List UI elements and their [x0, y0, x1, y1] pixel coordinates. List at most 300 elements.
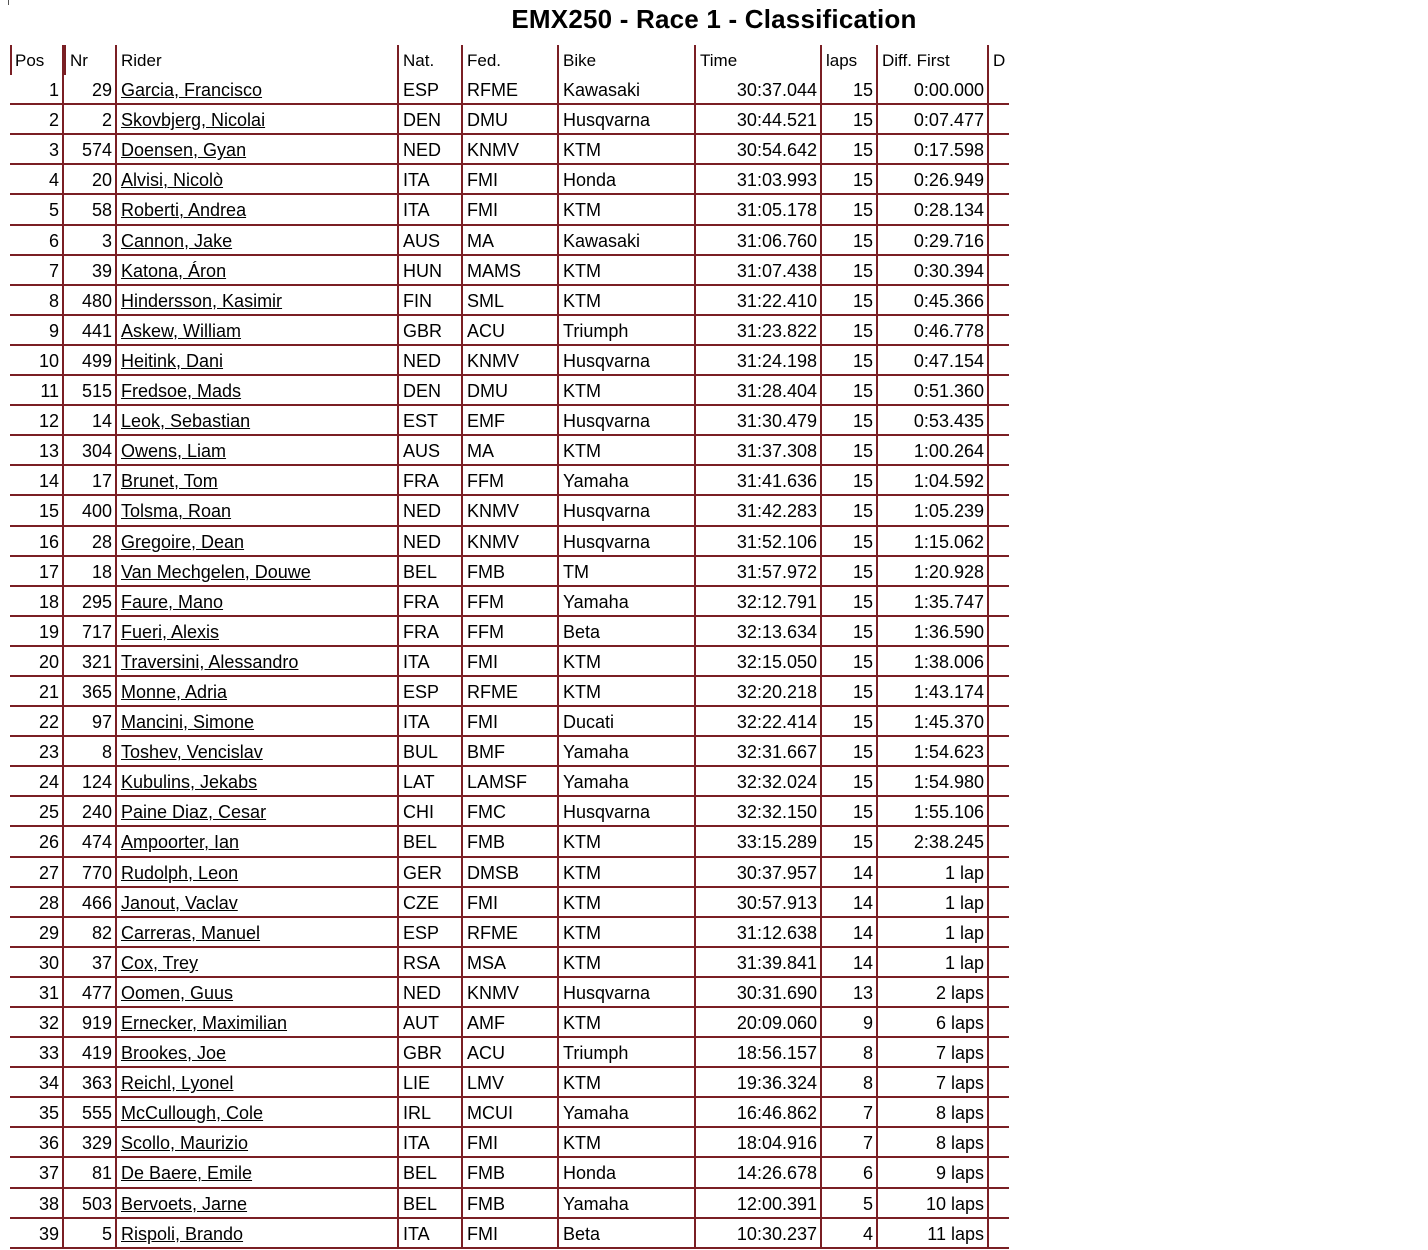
cell-time: 32:31.667 [696, 737, 822, 767]
rider-name-link[interactable]: Cannon, Jake [121, 230, 233, 251]
rider-link[interactable] [117, 767, 399, 797]
rider-name-link[interactable]: Hindersson, Kasimir [121, 290, 283, 311]
cell-laps: 15 [822, 587, 878, 617]
cell-nat: ITA [399, 165, 463, 195]
rider-name-link[interactable]: Rispoli, Brando [121, 1223, 244, 1244]
table-row [0, 737, 1000, 767]
cell-diff: 7 laps [878, 1068, 989, 1098]
table-row [0, 858, 1000, 888]
cell-nr: 29 [64, 75, 117, 105]
cell-extra [989, 737, 1009, 767]
rider-name-link[interactable]: Owens, Liam [121, 441, 227, 462]
cell-laps: 15 [822, 617, 878, 647]
cell-nat: ESP [399, 677, 463, 707]
cell-time: 31:41.636 [696, 466, 822, 496]
rider-name-link[interactable]: Heitink, Dani [121, 350, 224, 371]
rider-link[interactable] [117, 948, 399, 978]
cell-nat: NED [399, 978, 463, 1008]
cell-bike: KTM [559, 436, 696, 466]
table-row [0, 827, 1000, 857]
table-row [0, 1219, 1000, 1249]
rider-name-link[interactable]: Faure, Mano [121, 591, 224, 612]
cell-time: 32:20.218 [696, 677, 822, 707]
cell-bike: Kawasaki [559, 226, 696, 256]
cell-diff: 1:00.264 [878, 436, 989, 466]
cell-diff: 1:55.106 [878, 797, 989, 827]
cell-bike: KTM [559, 135, 696, 165]
rider-name-link[interactable]: Roberti, Andrea [121, 200, 247, 221]
cell-laps: 15 [822, 286, 878, 316]
cell-diff: 1:38.006 [878, 647, 989, 677]
cell-nat: LAT [399, 767, 463, 797]
cell-nr: 124 [64, 767, 117, 797]
cell-bike: KTM [559, 376, 696, 406]
rider-link[interactable] [117, 1098, 399, 1128]
cell-bike: Husqvarna [559, 346, 696, 376]
cell-extra [989, 617, 1009, 647]
cell-laps: 15 [822, 527, 878, 557]
cell-bike: KTM [559, 1068, 696, 1098]
cell-nr: 304 [64, 436, 117, 466]
cell-time: 31:52.106 [696, 527, 822, 557]
rider-name-link[interactable]: Traversini, Alessandro [121, 651, 299, 672]
cell-diff: 1:54.623 [878, 737, 989, 767]
cell-time: 32:12.791 [696, 587, 822, 617]
cell-laps: 15 [822, 436, 878, 466]
cell-diff: 1:54.980 [878, 767, 989, 797]
cell-extra [989, 557, 1009, 587]
cell-extra [989, 346, 1009, 376]
cell-nat: LIE [399, 1068, 463, 1098]
cell-time: 31:05.178 [696, 195, 822, 225]
table-row [0, 948, 1000, 978]
cell-time: 20:09.060 [696, 1008, 822, 1038]
cell-extra [989, 677, 1009, 707]
cell-extra [989, 75, 1009, 105]
cell-nat: BEL [399, 1158, 463, 1188]
cell-bike: Husqvarna [559, 105, 696, 135]
rider-link[interactable] [117, 1008, 399, 1038]
cell-laps: 15 [822, 797, 878, 827]
cell-bike: KTM [559, 1128, 696, 1158]
cell-nr: 717 [64, 617, 117, 647]
cell-nat: BEL [399, 1189, 463, 1219]
cell-diff: 1:04.592 [878, 466, 989, 496]
cell-pos: 23 [10, 737, 64, 767]
cell-nat: ITA [399, 195, 463, 225]
cell-nat: CZE [399, 888, 463, 918]
cell-time: 14:26.678 [696, 1158, 822, 1188]
cell-extra [989, 1098, 1009, 1128]
rider-name-link[interactable]: Reichl, Lyonel [121, 1073, 234, 1094]
cell-laps: 15 [822, 316, 878, 346]
cell-fed: ACU [463, 316, 559, 346]
cell-extra [989, 587, 1009, 617]
rider-link[interactable] [117, 346, 399, 376]
rider-link[interactable] [117, 436, 399, 466]
cell-nat: AUS [399, 436, 463, 466]
rider-name-link[interactable]: Skovbjerg, Nicolai [121, 110, 266, 131]
cell-laps: 15 [822, 557, 878, 587]
cell-nat: ESP [399, 918, 463, 948]
cell-fed: FFM [463, 466, 559, 496]
table-row [0, 1008, 1000, 1038]
rider-link[interactable] [117, 105, 399, 135]
cell-fed: KNMV [463, 135, 559, 165]
rider-name-link[interactable]: Ernecker, Maximilian [121, 1013, 288, 1033]
cell-pos: 31 [10, 978, 64, 1008]
cell-diff: 6 laps [878, 1008, 989, 1038]
rider-link[interactable] [117, 376, 399, 406]
cell-fed: EMF [463, 406, 559, 436]
table-row [0, 527, 1000, 557]
cell-laps: 15 [822, 226, 878, 256]
rider-link[interactable] [117, 316, 399, 346]
rider-link[interactable] [117, 135, 399, 165]
rider-name-link[interactable]: Brookes, Joe [121, 1043, 227, 1064]
table-row [0, 135, 1000, 165]
header-extra: D [993, 51, 1006, 70]
rider-name-link[interactable]: De Baere, Emile [121, 1163, 253, 1184]
rider-name-link[interactable]: Paine Diaz, Cesar [121, 802, 267, 823]
cell-pos: 35 [10, 1098, 64, 1128]
cell-pos: 9 [10, 316, 64, 346]
rider-link[interactable] [117, 707, 399, 737]
cell-diff: 11 laps [878, 1219, 989, 1249]
cell-time: 12:00.391 [696, 1189, 822, 1219]
rider-link[interactable] [117, 677, 399, 707]
cell-bike: Honda [559, 165, 696, 195]
rider-link[interactable] [117, 406, 399, 436]
cell-fed: KNMV [463, 527, 559, 557]
cell-bike: Beta [559, 1219, 696, 1249]
cell-laps: 15 [822, 466, 878, 496]
rider-name-link[interactable]: Tolsma, Roan [121, 501, 232, 522]
cell-diff: 1:36.590 [878, 617, 989, 647]
cell-extra [989, 436, 1009, 466]
rider-name-link[interactable]: Doensen, Gyan [121, 140, 247, 161]
cell-fed: FMI [463, 647, 559, 677]
rider-link[interactable] [117, 195, 399, 225]
cell-laps: 15 [822, 165, 878, 195]
rider-link[interactable] [117, 165, 399, 195]
cell-nat: IRL [399, 1098, 463, 1128]
cell-fed: FMB [463, 557, 559, 587]
cell-bike: KTM [559, 677, 696, 707]
cell-fed: MCUI [463, 1098, 559, 1128]
rider-link[interactable] [117, 827, 399, 857]
cell-pos: 24 [10, 767, 64, 797]
cell-laps: 14 [822, 888, 878, 918]
cell-fed: LAMSF [463, 767, 559, 797]
cell-nat: BEL [399, 557, 463, 587]
cell-time: 31:42.283 [696, 496, 822, 526]
table-header-row [0, 45, 1006, 75]
cell-laps: 8 [822, 1068, 878, 1098]
cell-fed: FMI [463, 165, 559, 195]
cell-extra [989, 858, 1009, 888]
table-row [0, 226, 1000, 256]
rider-link[interactable] [117, 1068, 399, 1098]
cell-laps: 15 [822, 256, 878, 286]
cell-bike: KTM [559, 918, 696, 948]
cell-fed: AMF [463, 1008, 559, 1038]
table-row [0, 165, 1000, 195]
cell-nat: ESP [399, 75, 463, 105]
cell-time: 31:24.198 [696, 346, 822, 376]
rider-name-link[interactable]: Katona, Áron [121, 260, 227, 281]
cell-pos: 2 [10, 105, 64, 135]
cell-extra [989, 406, 1009, 436]
cell-diff: 0:26.949 [878, 165, 989, 195]
rider-name-link[interactable]: Carreras, Manuel [121, 922, 261, 943]
rider-link[interactable] [117, 647, 399, 677]
cell-nat: ITA [399, 1128, 463, 1158]
rider-name-link[interactable]: Janout, Vaclav [121, 892, 238, 913]
cell-time: 31:06.760 [696, 226, 822, 256]
cell-pos: 10 [10, 346, 64, 376]
cell-fed: FMI [463, 1219, 559, 1249]
cell-bike: KTM [559, 1008, 696, 1038]
cell-fed: DMU [463, 105, 559, 135]
cell-diff: 9 laps [878, 1158, 989, 1188]
cell-fed: SML [463, 286, 559, 316]
cell-time: 31:22.410 [696, 286, 822, 316]
cell-fed: DMSB [463, 858, 559, 888]
cell-diff: 0:28.134 [878, 195, 989, 225]
cell-fed: MA [463, 436, 559, 466]
cell-diff: 1:20.928 [878, 557, 989, 587]
cell-pos: 4 [10, 165, 64, 195]
cell-extra [989, 376, 1009, 406]
table-row [0, 888, 1000, 918]
header-rider: Rider [117, 45, 399, 75]
rider-name-link[interactable]: Cox, Trey [121, 952, 199, 973]
cell-bike: Yamaha [559, 1189, 696, 1219]
cell-laps: 15 [822, 105, 878, 135]
cell-nat: NED [399, 527, 463, 557]
cell-time: 31:12.638 [696, 918, 822, 948]
cell-nr: 240 [64, 797, 117, 827]
table-row [0, 105, 1000, 135]
rider-name-link[interactable]: Gregoire, Dean [121, 531, 245, 552]
rider-name-link[interactable]: Mancini, Simone [121, 712, 255, 733]
rider-name-link[interactable]: Scollo, Maurizio [121, 1133, 249, 1154]
cell-nr: 555 [64, 1098, 117, 1128]
rider-name-link[interactable]: Toshev, Vencislav [121, 742, 263, 763]
cell-nat: BUL [399, 737, 463, 767]
cell-nat: GBR [399, 316, 463, 346]
header-laps: laps [822, 45, 878, 75]
cell-bike: Honda [559, 1158, 696, 1188]
cell-time: 30:37.044 [696, 75, 822, 105]
cell-pos: 3 [10, 135, 64, 165]
cell-fed: MSA [463, 948, 559, 978]
rider-name-link[interactable]: Bervoets, Jarne [121, 1193, 248, 1214]
cell-extra [989, 527, 1009, 557]
cell-nr: 14 [64, 406, 117, 436]
cell-fed: FMI [463, 707, 559, 737]
rider-link[interactable] [117, 587, 399, 617]
cell-laps: 15 [822, 195, 878, 225]
cell-nr: 20 [64, 165, 117, 195]
cell-time: 10:30.237 [696, 1219, 822, 1249]
cell-nr: 441 [64, 316, 117, 346]
table-row [0, 286, 1000, 316]
cell-pos: 25 [10, 797, 64, 827]
cell-laps: 13 [822, 978, 878, 1008]
table-row [0, 797, 1000, 827]
cell-nr: 400 [64, 496, 117, 526]
cell-fed: FFM [463, 587, 559, 617]
cell-diff: 2:38.245 [878, 827, 989, 857]
header-nat: Nat. [399, 45, 463, 75]
rider-name-link[interactable]: Leok, Sebastian [121, 411, 251, 432]
cell-extra [989, 1038, 1009, 1068]
cell-time: 30:31.690 [696, 978, 822, 1008]
cell-diff: 1 lap [878, 918, 989, 948]
cell-pos: 5 [10, 195, 64, 225]
rider-name-link[interactable]: Askew, William [121, 320, 242, 341]
cell-extra [989, 827, 1009, 857]
rider-link[interactable] [117, 527, 399, 557]
rider-link[interactable] [117, 797, 399, 827]
cell-nat: DEN [399, 376, 463, 406]
table-row [0, 617, 1000, 647]
rider-link[interactable] [117, 256, 399, 286]
rider-link[interactable] [117, 617, 399, 647]
cell-laps: 14 [822, 918, 878, 948]
cell-extra [989, 1128, 1009, 1158]
cell-laps: 15 [822, 737, 878, 767]
cell-fed: FFM [463, 617, 559, 647]
cell-diff: 8 laps [878, 1098, 989, 1128]
rider-name-link[interactable]: Ampoorter, Ian [121, 832, 240, 853]
rider-name-link[interactable]: Fueri, Alexis [121, 621, 220, 642]
cell-time: 32:32.024 [696, 767, 822, 797]
table-row [0, 918, 1000, 948]
classification-table [0, 45, 1006, 1249]
cell-nr: 329 [64, 1128, 117, 1158]
rider-link[interactable] [117, 1189, 399, 1219]
rider-link[interactable] [117, 496, 399, 526]
rider-link[interactable] [117, 557, 399, 587]
cell-diff: 1:15.062 [878, 527, 989, 557]
cell-bike: Triumph [559, 316, 696, 346]
table-row [0, 978, 1000, 1008]
cell-time: 31:37.308 [696, 436, 822, 466]
rider-link[interactable] [117, 1219, 399, 1249]
rider-name-link[interactable]: Alvisi, Nicolò [121, 170, 224, 191]
cell-nr: 321 [64, 647, 117, 677]
rider-name-link[interactable]: Garcia, Francisco [121, 80, 263, 101]
cell-extra [989, 286, 1009, 316]
page-title: EMX250 - Race 1 - Classification [511, 4, 917, 34]
table-row [0, 677, 1000, 707]
rider-link[interactable] [117, 1158, 399, 1188]
cell-extra [989, 1219, 1009, 1249]
rider-name-link[interactable]: Rudolph, Leon [121, 862, 239, 883]
cell-nr: 919 [64, 1008, 117, 1038]
rider-name-link[interactable]: Van Mechgelen, Douwe [121, 561, 311, 582]
cell-laps: 7 [822, 1128, 878, 1158]
cell-laps: 15 [822, 496, 878, 526]
cell-bike: KTM [559, 195, 696, 225]
rider-link[interactable] [117, 226, 399, 256]
rider-link[interactable] [117, 1128, 399, 1158]
cell-nat: FRA [399, 587, 463, 617]
rider-link[interactable] [117, 75, 399, 105]
cell-bike: KTM [559, 888, 696, 918]
cell-diff: 0:47.154 [878, 346, 989, 376]
cell-extra [989, 316, 1009, 346]
cell-extra [989, 888, 1009, 918]
rider-link[interactable] [117, 1038, 399, 1068]
cell-extra [989, 256, 1009, 286]
rider-name-link[interactable]: McCullough, Cole [121, 1103, 264, 1124]
rider-link[interactable] [117, 888, 399, 918]
cell-nr: 419 [64, 1038, 117, 1068]
rider-link[interactable] [117, 466, 399, 496]
cell-extra [989, 948, 1009, 978]
rider-name-link[interactable]: Brunet, Tom [121, 471, 218, 492]
cell-diff: 1 lap [878, 858, 989, 888]
cell-fed: MA [463, 226, 559, 256]
rider-name-link[interactable]: Fredsoe, Mads [121, 381, 242, 402]
cell-diff: 2 laps [878, 978, 989, 1008]
table-row [0, 1189, 1000, 1219]
cell-time: 18:56.157 [696, 1038, 822, 1068]
cell-pos: 38 [10, 1189, 64, 1219]
cell-pos: 27 [10, 858, 64, 888]
rider-link[interactable] [117, 918, 399, 948]
cell-nr: 574 [64, 135, 117, 165]
cell-nr: 97 [64, 707, 117, 737]
rider-name-link[interactable]: Monne, Adria [121, 681, 228, 702]
cell-pos: 19 [10, 617, 64, 647]
cell-bike: Husqvarna [559, 797, 696, 827]
cell-pos: 1 [10, 75, 64, 105]
rider-link[interactable] [117, 858, 399, 888]
cell-laps: 15 [822, 135, 878, 165]
cell-laps: 6 [822, 1158, 878, 1188]
cell-fed: RFME [463, 75, 559, 105]
table-row [0, 376, 1000, 406]
cell-fed: FMI [463, 195, 559, 225]
cell-time: 31:07.438 [696, 256, 822, 286]
rider-link[interactable] [117, 286, 399, 316]
cell-time: 31:57.972 [696, 557, 822, 587]
cell-bike: KTM [559, 647, 696, 677]
cell-bike: Kawasaki [559, 75, 696, 105]
rider-link[interactable] [117, 737, 399, 767]
rider-name-link[interactable]: Oomen, Guus [121, 982, 234, 1003]
cell-nat: AUS [399, 226, 463, 256]
cell-nr: 466 [64, 888, 117, 918]
cell-nat: CHI [399, 797, 463, 827]
rider-name-link[interactable]: Kubulins, Jekabs [121, 772, 258, 793]
cell-nr: 499 [64, 346, 117, 376]
rider-link[interactable] [117, 978, 399, 1008]
cell-bike: Ducati [559, 707, 696, 737]
cell-extra [989, 105, 1009, 135]
cell-extra [989, 1068, 1009, 1098]
cell-nat: FRA [399, 617, 463, 647]
cell-nat: DEN [399, 105, 463, 135]
cell-extra [989, 135, 1009, 165]
cell-diff: 0:00.000 [878, 75, 989, 105]
cell-fed: LMV [463, 1068, 559, 1098]
